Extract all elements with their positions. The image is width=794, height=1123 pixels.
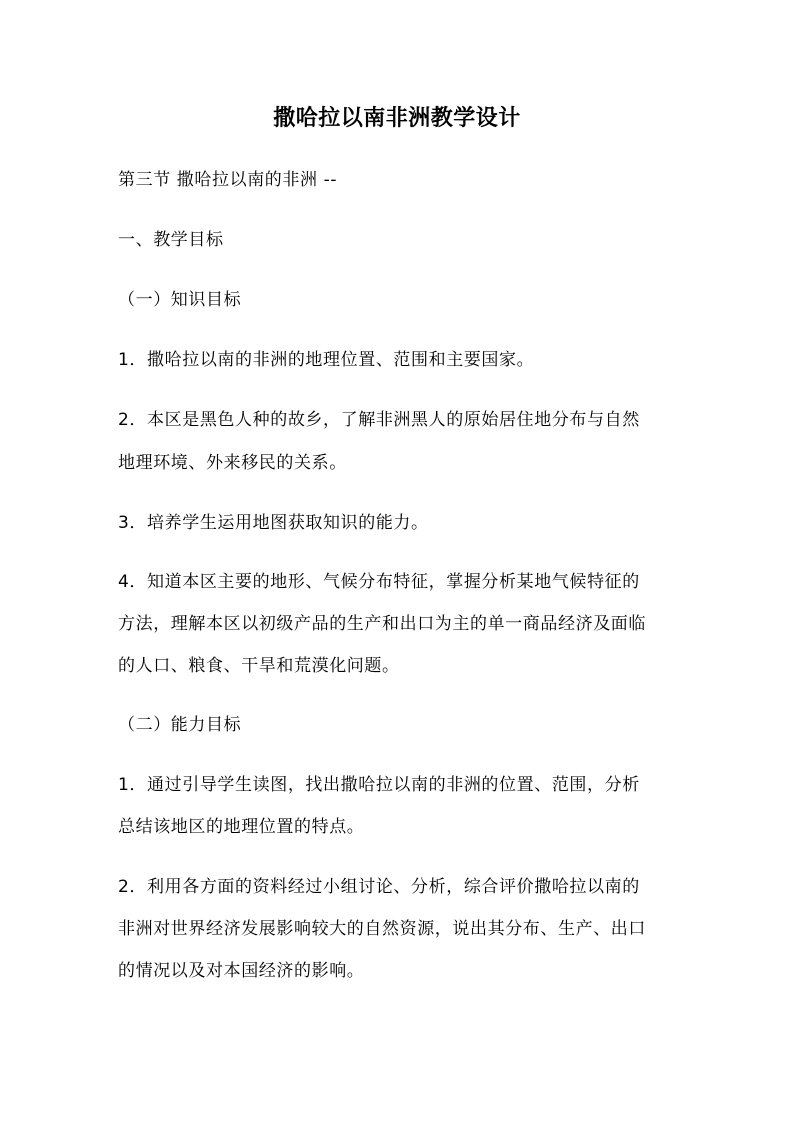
document-title: 撒哈拉以南非洲教学设计 — [273, 105, 521, 131]
paragraph-line: 的情况以及对本国经济的影响。 — [118, 961, 365, 981]
paragraph-line: 非洲对世界经济发展影响较大的自然资源，说出其分布、生产、出口 — [118, 919, 646, 939]
paragraph-line: 3．培养学生运用地图获取知识的能力。 — [118, 513, 429, 533]
paragraph-line: 的人口、粮食、干旱和荒漠化问题。 — [118, 656, 400, 676]
paragraph-line: 地理环境、外来移民的关系。 — [118, 453, 347, 473]
paragraph-line: 2．本区是黑色人种的故乡，了解非洲黑人的原始居住地分布与自然 — [118, 410, 640, 430]
paragraph-line: 2．利用各方面的资料经过小组讨论、分析，综合评价撒哈拉以南的 — [118, 877, 640, 897]
subsection-heading: （一）知识目标 — [118, 290, 242, 310]
paragraph-line: 4．知道本区主要的地形、气候分布特征，掌握分析某地气候特征的 — [118, 572, 640, 592]
chapter-heading: 一、教学目标 — [118, 230, 224, 250]
paragraph-line: 1．通过引导学生读图，找出撒哈拉以南的非洲的位置、范围，分析 — [118, 775, 640, 795]
paragraph-line: 1．撒哈拉以南的非洲的地理位置、范围和主要国家。 — [118, 350, 535, 370]
section-heading: 第三节 撒哈拉以南的非洲 -- — [118, 170, 338, 190]
subsection-heading: （二）能力目标 — [118, 715, 242, 735]
paragraph-line: 方法，理解本区以初级产品的生产和出口为主的单一商品经济及面临 — [118, 614, 646, 634]
paragraph-line: 总结该地区的地理位置的特点。 — [118, 817, 365, 837]
